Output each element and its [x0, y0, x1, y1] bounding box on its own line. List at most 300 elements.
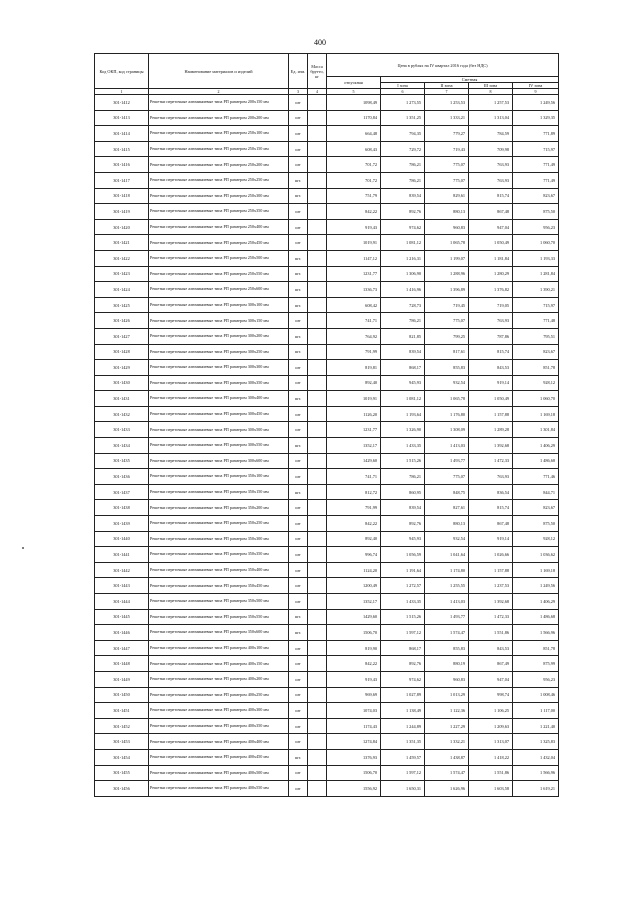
price-zone-4: 715,97: [513, 141, 559, 157]
price-wholesale: 751,79: [327, 188, 381, 204]
price-zone-4: 851,78: [513, 640, 559, 656]
item-code: 301-1426: [95, 313, 149, 329]
item-unit: шт: [289, 235, 308, 251]
item-mass: [308, 531, 327, 547]
price-wholesale: 842,22: [327, 204, 381, 220]
item-unit: шт.: [289, 297, 308, 313]
price-zone-4: 771,49: [513, 157, 559, 173]
price-zone-1: 1 272,57: [381, 578, 425, 594]
price-zone-4: 1 036,62: [513, 547, 559, 563]
price-wholesale: 1174,43: [327, 718, 381, 734]
price-zone-3: 947,04: [469, 219, 513, 235]
table-row: [95, 609, 559, 625]
item-unit: шт: [289, 547, 308, 563]
price-zone-4: 1 390,21: [513, 282, 559, 298]
item-mass: [308, 640, 327, 656]
price-zone-4: 1 566,96: [513, 765, 559, 781]
price-zone-1: 892,76: [381, 204, 425, 220]
price-zone-2: 1 255,55: [425, 578, 469, 594]
item-unit: шт: [289, 671, 308, 687]
item-mass: [308, 375, 327, 391]
price-zone-4: 1 221,40: [513, 718, 559, 734]
price-zone-2: 855,83: [425, 640, 469, 656]
price-zone-1: 839,54: [381, 500, 425, 516]
price-zone-1: 945,93: [381, 375, 425, 391]
table-row: [95, 235, 559, 251]
item-unit: шт: [289, 687, 308, 703]
price-zone-4: 928,12: [513, 375, 559, 391]
table-row: [95, 126, 559, 142]
price-zone-3: 867,49: [469, 656, 513, 672]
table-row: [95, 110, 559, 126]
item-mass: [308, 406, 327, 422]
price-zone-3: 1 050,49: [469, 391, 513, 407]
header-zone-3: III зона: [469, 83, 513, 89]
item-code: 301-1453: [95, 734, 149, 750]
table-row: [95, 562, 559, 578]
price-zone-1: 794,35: [381, 126, 425, 142]
price-zone-2: 1 493,77: [425, 453, 469, 469]
price-zone-1: 945,93: [381, 531, 425, 547]
price-zone-2: 1 288,96: [425, 266, 469, 282]
price-zone-2: 1 013,29: [425, 687, 469, 703]
price-wholesale: 1124,20: [327, 562, 381, 578]
item-mass: [308, 95, 327, 111]
item-code: 301-1432: [95, 406, 149, 422]
price-wholesale: 1231,77: [327, 266, 381, 282]
price-wholesale: 1231,77: [327, 422, 381, 438]
item-unit: шт: [289, 500, 308, 516]
item-code: 301-1441: [95, 547, 149, 563]
price-zone-4: 1 619,21: [513, 781, 559, 797]
item-unit: шт.: [289, 749, 308, 765]
item-code: 301-1431: [95, 391, 149, 407]
table-row: [95, 703, 559, 719]
item-code: 301-1456: [95, 781, 149, 797]
price-zone-4: 1 169,18: [513, 406, 559, 422]
price-zone-3: 1 472,33: [469, 609, 513, 625]
price-zone-1: 1 597,12: [381, 625, 425, 641]
price-zone-2: 1 174,80: [425, 562, 469, 578]
item-code: 301-1412: [95, 95, 149, 111]
price-wholesale: 1147,12: [327, 250, 381, 266]
price-zone-2: 1 413,03: [425, 594, 469, 610]
price-zone-1: 892,76: [381, 516, 425, 532]
price-wholesale: 892,40: [327, 531, 381, 547]
item-name: Решетки переточные алюминиевые типа РП размером 300х500 мм: [149, 422, 289, 438]
table-row: [95, 749, 559, 765]
price-zone-3: 1 181,84: [469, 250, 513, 266]
item-name: Решетки переточные алюминиевые типа РП размером 300х300 мм: [149, 360, 289, 376]
item-mass: [308, 110, 327, 126]
item-name: Решетки переточные алюминиевые типа РП размером 300х350 мм: [149, 375, 289, 391]
price-zone-2: 827,61: [425, 500, 469, 516]
item-unit: шт: [289, 781, 308, 797]
item-code: 301-1422: [95, 250, 149, 266]
item-name: Решетки переточные алюминиевые типа РП размером 300х150 мм: [149, 313, 289, 329]
item-name: Решетки переточные алюминиевые типа РП размером 400х350 мм: [149, 718, 289, 734]
item-name: Решетки переточные алюминиевые типа РП размером 350х100 мм: [149, 469, 289, 485]
item-unit: шт.: [289, 344, 308, 360]
item-mass: [308, 204, 327, 220]
price-zone-2: 779,27: [425, 126, 469, 142]
item-name: Решетки переточные алюминиевые типа РП размером 400х550 мм: [149, 781, 289, 797]
table-row: [95, 219, 559, 235]
item-code: 301-1430: [95, 375, 149, 391]
item-name: Решетки переточные алюминиевые типа РП размером 250х350 мм: [149, 204, 289, 220]
header-name: Наименование материалов и изделий: [149, 54, 289, 89]
price-zone-4: 1 566,96: [513, 625, 559, 641]
item-code: 301-1419: [95, 204, 149, 220]
price-zone-1: 1 597,12: [381, 765, 425, 781]
price-zone-4: 1 193,33: [513, 250, 559, 266]
item-name: Решетки переточные алюминиевые типа РП размером 400х200 мм: [149, 671, 289, 687]
item-unit: шт: [289, 360, 308, 376]
item-code: 301-1416: [95, 157, 149, 173]
price-zone-2: 1 176,80: [425, 406, 469, 422]
item-unit: шт: [289, 765, 308, 781]
price-wholesale: 996,74: [327, 547, 381, 563]
item-mass: [308, 313, 327, 329]
price-wholesale: 764,92: [327, 328, 381, 344]
table-row: [95, 344, 559, 360]
price-zone-2: 775,07: [425, 172, 469, 188]
table-row: [95, 671, 559, 687]
price-zone-3: 784,59: [469, 126, 513, 142]
price-zone-3: 843,53: [469, 640, 513, 656]
price-wholesale: 1019,91: [327, 235, 381, 251]
item-unit: шт.: [289, 250, 308, 266]
price-zone-2: 799,25: [425, 328, 469, 344]
price-wholesale: 1274,84: [327, 734, 381, 750]
price-zone-1: 1 650,31: [381, 781, 425, 797]
table-row: [95, 578, 559, 594]
price-zone-1: 1 216,31: [381, 250, 425, 266]
item-code: 301-1443: [95, 578, 149, 594]
table-row: [95, 266, 559, 282]
table-row: [95, 594, 559, 610]
item-mass: [308, 718, 327, 734]
price-zone-1: 1 306,90: [381, 266, 425, 282]
column-index: 7: [425, 89, 469, 95]
price-zone-4: 1 008,46: [513, 687, 559, 703]
price-zone-3: 763,93: [469, 157, 513, 173]
item-unit: шт: [289, 204, 308, 220]
price-zone-3: 1 157,88: [469, 406, 513, 422]
item-code: 301-1447: [95, 640, 149, 656]
item-unit: шт: [289, 578, 308, 594]
price-zone-3: 1 106,25: [469, 703, 513, 719]
price-wholesale: 701,72: [327, 157, 381, 173]
price-zone-1: 1 351,25: [381, 110, 425, 126]
price-zone-2: 1 333,21: [425, 110, 469, 126]
price-zone-4: 771,49: [513, 172, 559, 188]
item-unit: шт: [289, 531, 308, 547]
item-mass: [308, 781, 327, 797]
item-mass: [308, 594, 327, 610]
price-wholesale: 664,48: [327, 126, 381, 142]
price-zone-4: 823,67: [513, 344, 559, 360]
price-zone-1: 1 326,90: [381, 422, 425, 438]
price-wholesale: 842,22: [327, 516, 381, 532]
item-unit: шт: [289, 718, 308, 734]
price-wholesale: 741,71: [327, 313, 381, 329]
item-mass: [308, 126, 327, 142]
price-zone-2: 1 199,07: [425, 250, 469, 266]
price-zone-1: 974,62: [381, 219, 425, 235]
price-zone-3: 867,48: [469, 516, 513, 532]
price-zone-4: 715,97: [513, 297, 559, 313]
price-wholesale: 701,72: [327, 172, 381, 188]
column-index: 9: [513, 89, 559, 95]
item-unit: шт: [289, 95, 308, 111]
price-wholesale: 608,43: [327, 141, 381, 157]
price-zone-1: 1 056,59: [381, 547, 425, 563]
item-code: 301-1440: [95, 531, 149, 547]
item-mass: [308, 328, 327, 344]
price-zone-2: 1 396,89: [425, 282, 469, 298]
price-wholesale: 812,72: [327, 484, 381, 500]
price-zone-4: 875,50: [513, 204, 559, 220]
price-wholesale: 1019,91: [327, 391, 381, 407]
item-mass: [308, 235, 327, 251]
table-row: [95, 516, 559, 532]
price-wholesale: 1352,17: [327, 594, 381, 610]
item-name: Решетки переточные алюминиевые типа РП размером 250х600 мм: [149, 282, 289, 298]
item-mass: [308, 172, 327, 188]
item-mass: [308, 516, 327, 532]
column-index: 1: [95, 89, 149, 95]
table-row: [95, 313, 559, 329]
price-zone-3: 836,54: [469, 484, 513, 500]
price-wholesale: 1098,49: [327, 95, 381, 111]
price-zone-1: 1 515,26: [381, 609, 425, 625]
price-zone-2: 719,43: [425, 141, 469, 157]
price-zone-2: 817,61: [425, 344, 469, 360]
item-name: Решетки переточные алюминиевые типа РП размером 400х250 мм: [149, 687, 289, 703]
price-wholesale: 919,43: [327, 219, 381, 235]
header-mass: Масса брутто, кг: [308, 54, 327, 89]
table-row: [95, 469, 559, 485]
price-zone-1: 821,85: [381, 328, 425, 344]
price-zone-1: 1 244,89: [381, 718, 425, 734]
price-zone-4: 1 060,70: [513, 391, 559, 407]
item-code: 301-1444: [95, 594, 149, 610]
item-code: 301-1413: [95, 110, 149, 126]
price-zone-4: 956,23: [513, 671, 559, 687]
price-zone-4: 1 060,70: [513, 235, 559, 251]
price-zone-1: 839,54: [381, 188, 425, 204]
price-wholesale: 1376,93: [327, 749, 381, 765]
item-name: Решетки переточные алюминиевые типа РП размером 350х300 мм: [149, 531, 289, 547]
item-code: 301-1437: [95, 484, 149, 500]
table-row: [95, 141, 559, 157]
item-unit: шт: [289, 734, 308, 750]
item-unit: шт.: [289, 438, 308, 454]
item-unit: шт: [289, 469, 308, 485]
item-mass: [308, 500, 327, 516]
table-row: [95, 282, 559, 298]
price-zone-4: 1 301,84: [513, 422, 559, 438]
price-zone-1: 1 459,57: [381, 749, 425, 765]
item-code: 301-1420: [95, 219, 149, 235]
table-row: [95, 718, 559, 734]
price-zone-1: 1 193,64: [381, 406, 425, 422]
price-zone-2: 1 438,87: [425, 749, 469, 765]
column-index: 5: [327, 89, 381, 95]
price-wholesale: 1429,60: [327, 609, 381, 625]
item-code: 301-1433: [95, 422, 149, 438]
price-wholesale: 1336,73: [327, 282, 381, 298]
item-name: Решетки переточные алюминиевые типа РП размером 350х250 мм: [149, 516, 289, 532]
price-zone-2: 775,07: [425, 157, 469, 173]
header-code: Код ОКП, код страницы: [95, 54, 149, 89]
price-zone-1: 868,17: [381, 640, 425, 656]
price-zone-4: 844,71: [513, 484, 559, 500]
table-row: [95, 687, 559, 703]
price-zone-1: 1 081,12: [381, 235, 425, 251]
item-mass: [308, 703, 327, 719]
price-zone-4: 1 281,84: [513, 266, 559, 282]
price-zone-1: 1 081,12: [381, 391, 425, 407]
item-unit: шт: [289, 157, 308, 173]
item-code: 301-1449: [95, 671, 149, 687]
price-zone-3: 1 418,22: [469, 749, 513, 765]
item-mass: [308, 282, 327, 298]
item-unit: шт: [289, 313, 308, 329]
price-zone-1: 786,21: [381, 469, 425, 485]
price-zone-2: 880,13: [425, 516, 469, 532]
price-zone-3: 787,86: [469, 328, 513, 344]
item-mass: [308, 749, 327, 765]
price-wholesale: 1074,03: [327, 703, 381, 719]
price-zone-4: 795,51: [513, 328, 559, 344]
item-name: Решетки переточные алюминиевые типа РП размером 250х250 мм: [149, 172, 289, 188]
item-name: Решетки переточные алюминиевые типа РП размером 400х500 мм: [149, 765, 289, 781]
item-name: Решетки переточные алюминиевые типа РП размером 400х300 мм: [149, 703, 289, 719]
item-mass: [308, 250, 327, 266]
item-mass: [308, 469, 327, 485]
price-wholesale: 969,69: [327, 687, 381, 703]
price-wholesale: 1429,60: [327, 453, 381, 469]
item-mass: [308, 360, 327, 376]
item-mass: [308, 157, 327, 173]
column-index: 8: [469, 89, 513, 95]
price-wholesale: 1506,70: [327, 765, 381, 781]
item-code: 301-1425: [95, 297, 149, 313]
item-mass: [308, 391, 327, 407]
price-wholesale: 819,81: [327, 360, 381, 376]
price-wholesale: 791,99: [327, 344, 381, 360]
price-zone-1: 728,73: [381, 297, 425, 313]
price-zone-2: 1 122,36: [425, 703, 469, 719]
table-row: [95, 172, 559, 188]
price-zone-1: 1 027,89: [381, 687, 425, 703]
price-zone-1: 892,76: [381, 656, 425, 672]
table-row: [95, 625, 559, 641]
column-index: 3: [289, 89, 308, 95]
item-name: Решетки переточные алюминиевые типа РП размером 350х500 мм: [149, 594, 289, 610]
price-wholesale: 791,99: [327, 500, 381, 516]
item-name: Решетки переточные алюминиевые типа РП размером 250х300 мм: [149, 188, 289, 204]
price-zone-3: 709,98: [469, 141, 513, 157]
item-unit: шт: [289, 406, 308, 422]
item-code: 301-1421: [95, 235, 149, 251]
table-row: [95, 375, 559, 391]
item-unit: шт: [289, 422, 308, 438]
price-zone-1: 786,21: [381, 172, 425, 188]
item-name: Решетки переточные алюминиевые типа РП размером 250х400 мм: [149, 219, 289, 235]
price-zone-1: 1 273,55: [381, 95, 425, 111]
price-zone-4: 875,99: [513, 656, 559, 672]
item-unit: шт: [289, 703, 308, 719]
price-zone-2: 960,83: [425, 219, 469, 235]
item-mass: [308, 671, 327, 687]
price-zone-4: 875,50: [513, 516, 559, 532]
price-zone-2: 1 065,78: [425, 391, 469, 407]
item-mass: [308, 266, 327, 282]
price-zone-3: 1 237,53: [469, 578, 513, 594]
column-index: 6: [381, 89, 425, 95]
price-zone-3: 1 603,58: [469, 781, 513, 797]
item-unit: шт.: [289, 625, 308, 641]
table-row: [95, 453, 559, 469]
price-wholesale: 1352,17: [327, 438, 381, 454]
table-row: [95, 391, 559, 407]
price-zone-2: 829,61: [425, 188, 469, 204]
price-zone-3: 1 376,82: [469, 282, 513, 298]
item-mass: [308, 453, 327, 469]
price-zone-2: 1 253,53: [425, 95, 469, 111]
item-mass: [308, 734, 327, 750]
table-body: [95, 95, 559, 797]
table-row: [95, 531, 559, 547]
price-zone-2: 880,13: [425, 204, 469, 220]
price-zone-2: 1 308,09: [425, 422, 469, 438]
price-zone-3: 1 551,86: [469, 765, 513, 781]
item-unit: шт.: [289, 328, 308, 344]
item-unit: шт: [289, 110, 308, 126]
price-table: [94, 53, 559, 797]
item-name: Решетки переточные алюминиевые типа РП размером 250х100 мм: [149, 126, 289, 142]
price-zone-4: 823,67: [513, 188, 559, 204]
item-name: Решетки переточные алюминиевые типа РП размером 250х500 мм: [149, 250, 289, 266]
item-mass: [308, 547, 327, 563]
item-unit: шт.: [289, 484, 308, 500]
item-unit: шт: [289, 126, 308, 142]
price-zone-1: 1 515,26: [381, 453, 425, 469]
price-zone-1: 860,95: [381, 484, 425, 500]
item-name: Решетки переточные алюминиевые типа РП размером 250х150 мм: [149, 141, 289, 157]
price-zone-2: 719,45: [425, 297, 469, 313]
item-unit: шт.: [289, 282, 308, 298]
item-name: Решетки переточные алюминиевые типа РП размером 300х600 мм: [149, 453, 289, 469]
table-row: [95, 781, 559, 797]
item-code: 301-1454: [95, 749, 149, 765]
price-zone-3: 1 257,53: [469, 95, 513, 111]
price-zone-3: 1 280,29: [469, 266, 513, 282]
table-row: [95, 204, 559, 220]
price-zone-2: 1 493,77: [425, 609, 469, 625]
item-code: 301-1424: [95, 282, 149, 298]
item-name: Решетки переточные алюминиевые типа РП размером 350х450 мм: [149, 578, 289, 594]
item-code: 301-1438: [95, 500, 149, 516]
item-name: Решетки переточные алюминиевые типа РП размером 300х200 мм: [149, 328, 289, 344]
item-code: 301-1415: [95, 141, 149, 157]
price-zone-4: 1 432,04: [513, 749, 559, 765]
item-mass: [308, 625, 327, 641]
price-zone-3: 815,74: [469, 500, 513, 516]
